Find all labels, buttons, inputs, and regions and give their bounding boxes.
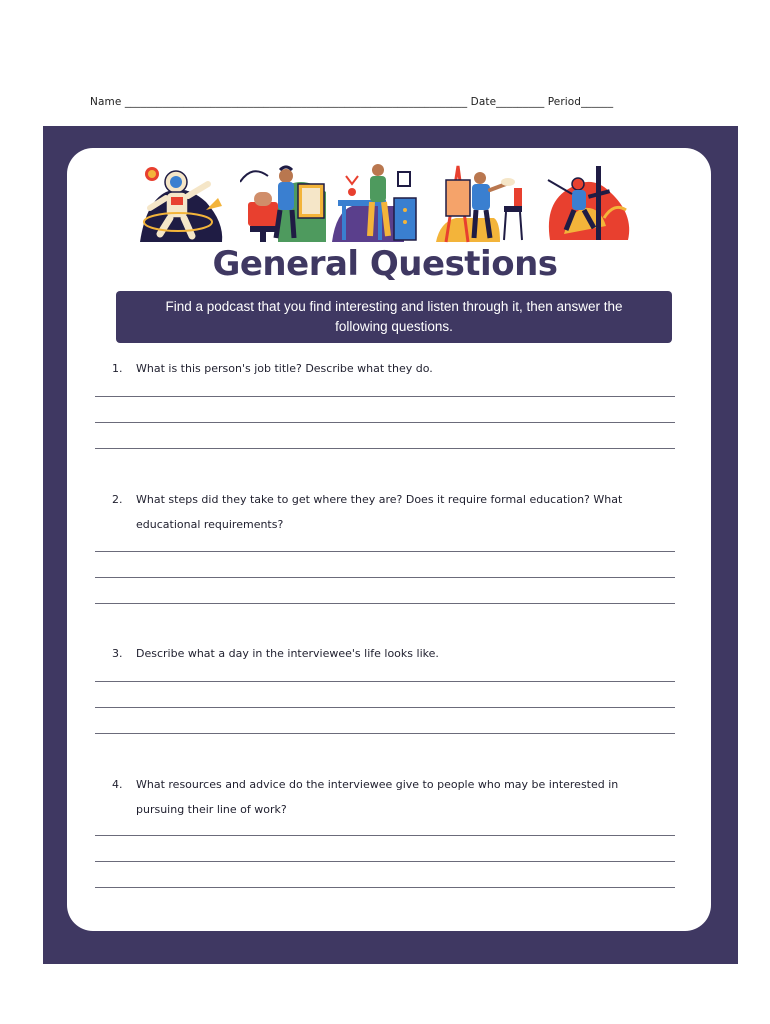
answer-line[interactable] [95,887,675,888]
answer-line[interactable] [95,448,675,449]
firefighter-illustration [544,162,636,244]
question-3 [112,641,652,666]
answer-line[interactable] [95,396,675,397]
question-2 [112,487,652,537]
answer-line[interactable] [95,681,675,682]
question-number: 1. [112,362,123,375]
answer-line[interactable] [95,577,675,578]
answer-line[interactable] [95,733,675,734]
question-4 [112,772,652,822]
answer-line[interactable] [95,603,675,604]
instructions-text: Find a podcast that you find interesting and listen through it, then answer the following questions. [165,299,623,334]
answer-line[interactable] [95,861,675,862]
answer-line[interactable] [95,707,675,708]
question-number: 2. [112,493,123,506]
painter-illustration [434,162,530,244]
question-1 [112,356,652,381]
question-text: What is this person's job title? Describe what they do. [136,362,433,375]
astronaut-illustration [136,162,228,244]
answer-line[interactable] [95,551,675,552]
header-name-date-period: Name ________________________________________________________________ Date_________ Period______ [90,96,614,108]
barber-illustration [240,162,330,244]
question-text: What resources and advice do the interviewee give to people who may be interested in pursuing their line of work? [136,778,619,816]
instructions-banner [116,291,672,343]
question-text: Describe what a day in the interviewee's life looks like. [136,647,439,660]
scientist-illustration [332,162,422,244]
question-number: 3. [112,647,123,660]
answer-line[interactable] [95,835,675,836]
question-text: What steps did they take to get where they are? Does it require formal education? What educational requirements? [136,493,623,531]
answer-line[interactable] [95,422,675,423]
question-number: 4. [112,778,123,791]
page-title: General Questions [212,244,558,284]
